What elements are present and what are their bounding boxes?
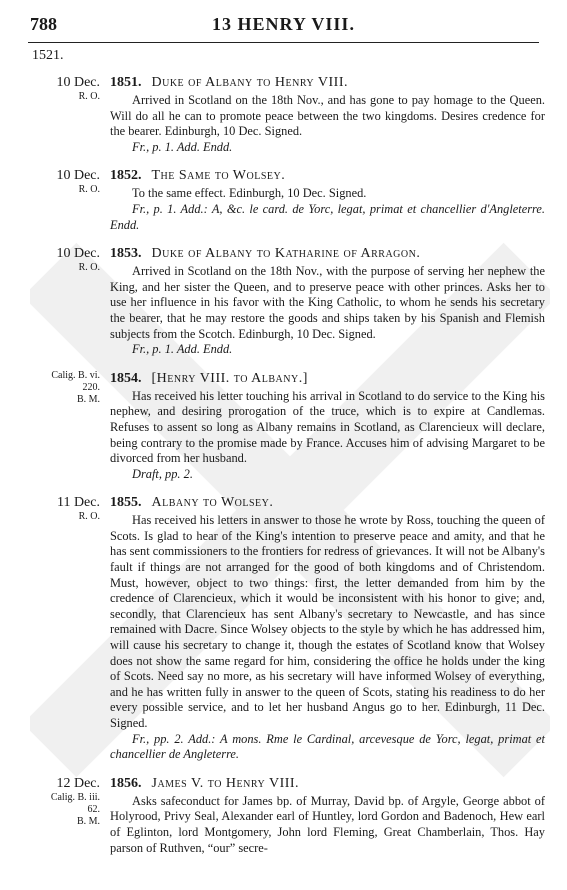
entry-ref: R. O.	[78, 184, 100, 196]
entry-margin	[30, 167, 100, 233]
entry-number: 1852.	[110, 168, 142, 184]
entry-ref: 62.	[87, 803, 100, 815]
entry-margin	[30, 74, 100, 155]
entry-footer: Fr., p. 1. Add.: A, &c. le card. de Yorc, legat, primat et chancellier d'Angleterre. Endd.	[110, 201, 545, 232]
entry-body	[110, 74, 545, 155]
entry-ref: B. M.	[76, 393, 100, 405]
entries-list	[30, 62, 545, 856]
entry-text: Asks safeconduct for James bp. of Murray, David bp. of Argyle, George abbot of Holyrood, Privy Seal, Alexander earl of Huntley, lord Gordon and Badenoch, Hew earl of Eglinton, lord Montgomery, John lord Fleming, Great Chamberlain, Thos. Hay parson of Ruthven, “our” secre-	[110, 793, 545, 855]
calendar-entry	[30, 245, 545, 358]
entry-ref: 220.	[82, 381, 100, 393]
entry-text: Has received his letter touching his arrival in Scotland to do service to the King his nephew, and desiring prorogation of the truce, which is to expire at Candlemas. Refuses to assent so long as Albany remains in Scotland, as Clarencieux will declare, being contrary to the promise made by France. Accuses him of advising Margaret to be divorced from her husband.	[110, 388, 545, 466]
entry-heading: Duke of Albany to Katharine of Arragon.	[151, 246, 421, 262]
calendar-entry	[30, 370, 545, 483]
entry-title	[110, 775, 545, 792]
year-label: 1521.	[32, 48, 64, 63]
entry-margin	[30, 245, 100, 358]
entry-text: To the same effect. Edinburgh, 10 Dec. Signed.	[132, 186, 367, 201]
entry-ref: B. M.	[76, 815, 100, 827]
entry-number: 1856.	[110, 775, 142, 791]
entry-text: Arrived in Scotland on the 18th Nov., with the purpose of serving her nephew the King, and her sister the Queen, and to preserve peace with other princes. Asks her to use her influence in his favor with the King Catholic, to whom he sends his secretary the bearer, that he may restore the goods and ships taken by his Spanish and Flemish subjects from the Scotch. Edinburgh, 10 Dec. Signed.	[110, 264, 545, 341]
entry-margin	[30, 775, 100, 856]
entry-ref: R. O.	[78, 91, 100, 102]
entry-date: 11 Dec.	[56, 495, 100, 511]
entry-ref: R. O.	[78, 262, 100, 274]
entry-body	[110, 494, 545, 763]
entry-ref: Calig. B. vi.	[51, 369, 100, 381]
entry-heading: The Same to Wolsey.	[151, 168, 286, 184]
entry-ref: R. O.	[78, 511, 100, 523]
entry-date: 10 Dec.	[56, 246, 100, 262]
entry-text: Arrived in Scotland on the 18th Nov., and has gone to pay homage to the Queen. Will do all he can to promote peace between the two kingdoms. Desires credence for the bearer. Edinburgh, 10 Dec. Signed.	[110, 93, 545, 139]
calendar-entry	[30, 494, 545, 763]
entry-heading: Duke of Albany to Henry VIII.	[151, 75, 348, 90]
entry-heading: James V. to Henry VIII.	[151, 775, 300, 791]
entry-footer: Fr., pp. 2. Add.: A mons. Rme le Cardinal, arcevesque de Yorc, legat, primat et chancellier de Angleterre.	[110, 731, 545, 762]
entry-body	[110, 245, 545, 358]
entry-number: 1855.	[110, 495, 142, 511]
entry-date: 10 Dec.	[56, 75, 100, 90]
entry-number: 1851.	[110, 75, 142, 90]
calendar-entry	[30, 167, 545, 233]
entry-footer: Fr., p. 1. Add. Endd.	[132, 139, 233, 154]
entry-title	[110, 74, 545, 91]
entry-number: 1854.	[110, 370, 142, 386]
calendar-entry	[30, 775, 545, 856]
header-rule	[28, 42, 539, 43]
entry-body	[110, 370, 545, 483]
entry-title	[110, 167, 545, 184]
entry-heading: [Henry VIII. to Albany.]	[151, 370, 308, 386]
entry-title	[110, 494, 545, 511]
entry-margin	[30, 370, 100, 483]
entry-margin	[30, 494, 100, 763]
entry-body	[110, 167, 545, 233]
calendar-entry	[30, 74, 545, 155]
entry-body	[110, 775, 545, 856]
entry-number: 1853.	[110, 246, 142, 262]
running-title: 13 HENRY VIII.	[212, 14, 355, 34]
entry-heading: Albany to Wolsey.	[151, 495, 274, 511]
entry-ref: Calig. B. iii.	[50, 791, 100, 803]
entry-title	[110, 370, 545, 387]
page-header	[0, 14, 567, 38]
entry-footer: Fr., p. 1. Add. Endd.	[132, 342, 233, 357]
entry-footer: Draft, pp. 2.	[132, 466, 193, 481]
entry-title	[110, 245, 545, 262]
page-number: 788	[30, 14, 57, 34]
entry-date: 12 Dec.	[56, 775, 100, 791]
entry-date: 10 Dec.	[56, 168, 100, 184]
entry-text: Has received his letters in answer to those he wrote by Ross, touching the queen of Scots. Is glad to hear of the King's intention to preserve peace and amity, and that he has sent commissioners to the frontiers for redress of grievances. It will not be Albany's fault if things are not arranged for the good of both kingdoms and of Christendom. Must, however, object to two things: first, the letter demanded from him by the credence of Clarencieux, which it would be inconsistent with his honor to give; and, secondly, that Clarencieux has sent Albany's secretary to Newcastle, and has since remained with Dacre. Since Wolsey objects to the style by which he has addressed him, will cause his secretary to change it, though the estates of Scotland know that Wolsey does not show the same regard for him, considering the office he holds under the king of Scots. Need say no more, as his secretary will have informed Wolsey of everything, and he has written fully in answer to the queen of Scots, stating his readiness to do her every possible service, and to let her husband Angus go to her. Edinburgh, 11 Dec. Signed.	[110, 513, 545, 730]
